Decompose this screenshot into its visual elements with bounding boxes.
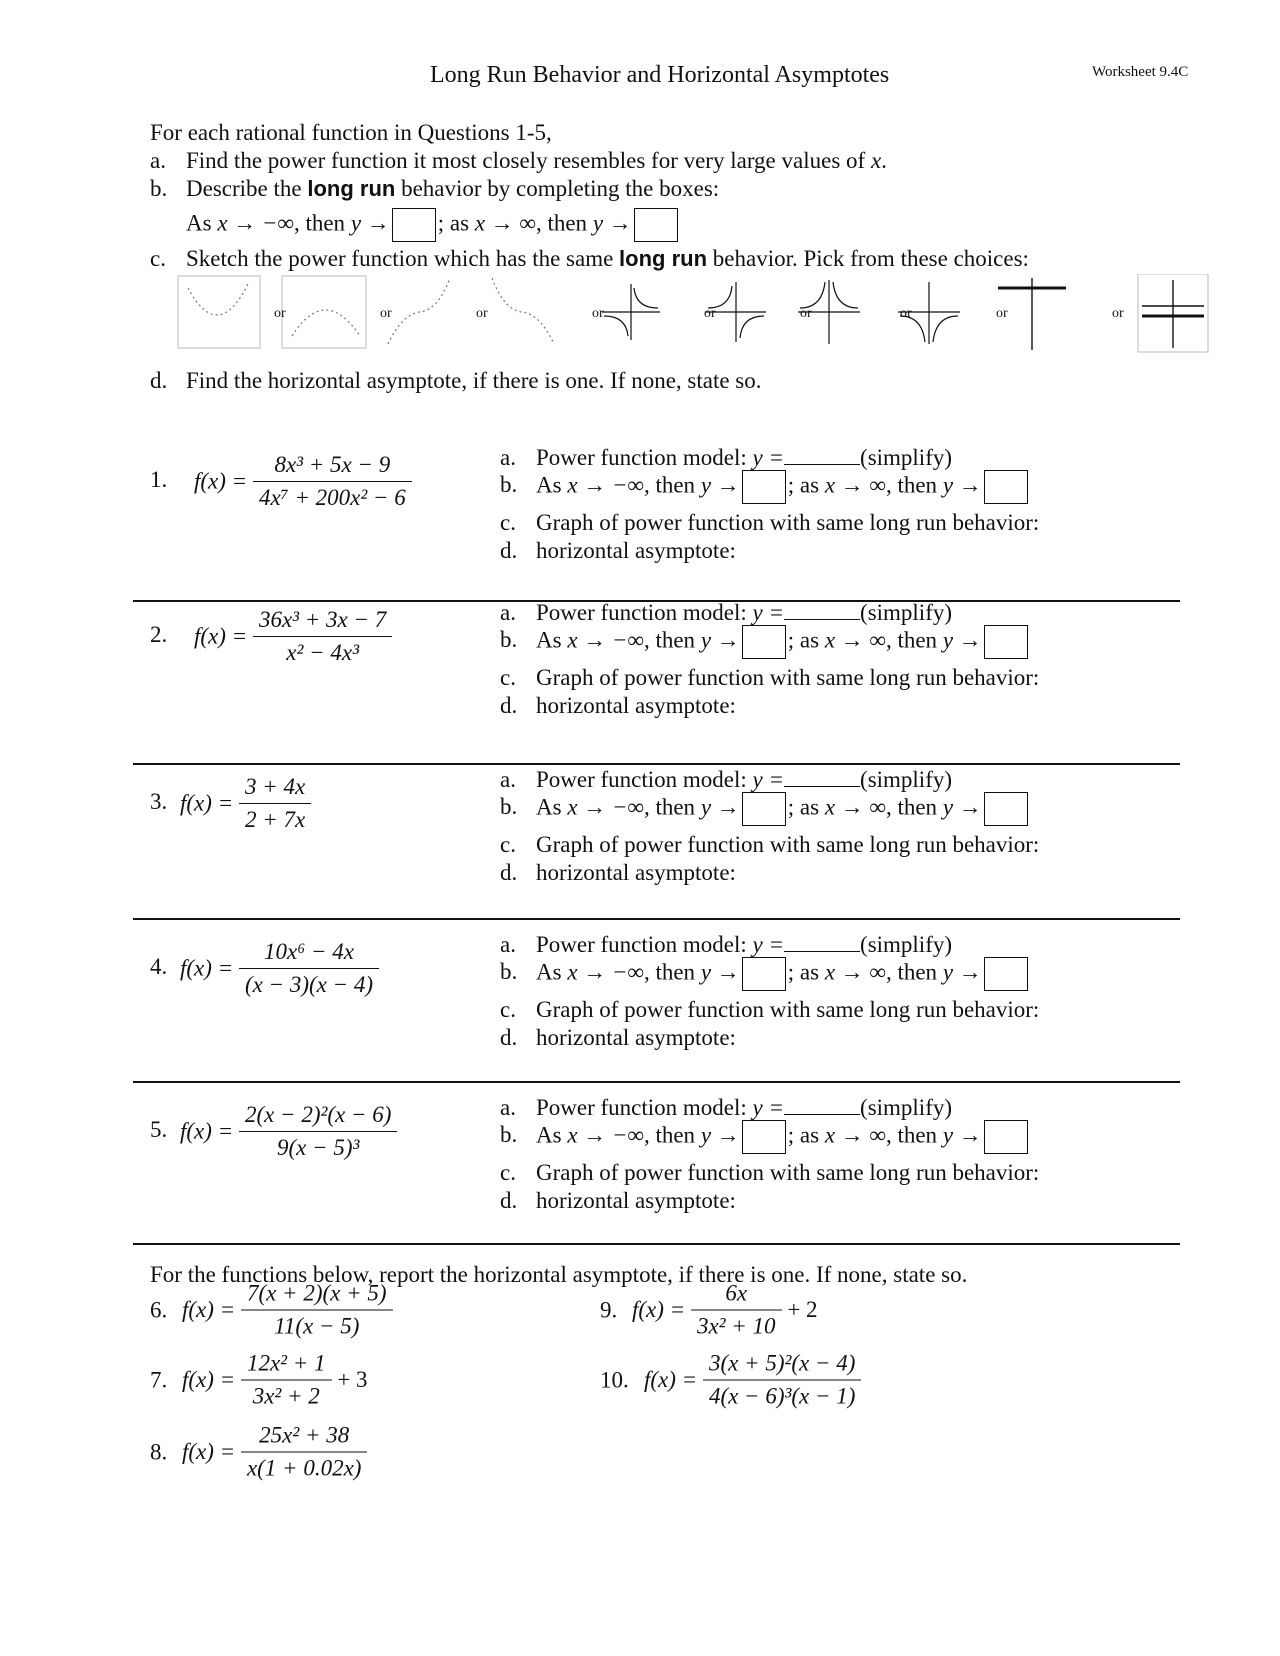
- function-fraction: [253, 452, 412, 511]
- part-a-simplify: (simplify): [860, 767, 953, 792]
- part-b-as-2: ; as: [787, 959, 825, 985]
- instruction-c-pre: Sketch the power function which has the same: [186, 246, 620, 271]
- part-b-then: , then: [643, 627, 701, 653]
- part-a-y: y =: [752, 767, 785, 792]
- part-a-text: Power function model:: [536, 767, 753, 792]
- function-lhs: f(x) =: [180, 955, 234, 981]
- instruction-c-bold: long run: [619, 246, 708, 271]
- problem-number: 10.: [600, 1367, 629, 1392]
- part-b-neg-inf: x → −∞: [567, 959, 644, 985]
- horizontal-line-above-icon: [1142, 280, 1204, 348]
- part-b-label: b.: [500, 959, 518, 985]
- or-separator: or: [900, 306, 912, 321]
- function-fraction: [239, 939, 379, 998]
- part-c-label: c.: [500, 510, 516, 535]
- problem-number: 1.: [150, 466, 168, 492]
- cubic-increasing-icon: [388, 278, 450, 344]
- part-a-simplify: (simplify): [860, 1095, 953, 1120]
- problem-number: 4.: [150, 953, 168, 979]
- fraction-denominator: (x − 3)(x − 4): [244, 972, 374, 997]
- part-d-row: [500, 860, 736, 886]
- function-lhs: f(x) =: [180, 1118, 234, 1144]
- part-b-neg-inf: x → −∞: [567, 472, 644, 498]
- instruction-a-end: .: [881, 148, 887, 173]
- power-model-blank[interactable]: [784, 444, 860, 465]
- part-a-y: y =: [752, 445, 785, 470]
- function-lhs: f(x) =: [180, 790, 234, 816]
- part-b-y-arrow-2: y →: [942, 472, 982, 498]
- parabola-up-icon: [188, 284, 248, 315]
- function-lhs: f(x) =: [182, 1439, 236, 1464]
- part-a-simplify: (simplify): [860, 445, 953, 470]
- fraction-denominator: 4(x − 6)³(x − 1): [708, 1383, 856, 1409]
- function-tail: + 2: [787, 1297, 818, 1322]
- fraction-numerator: 12x² + 1: [241, 1351, 332, 1381]
- fraction-numerator: 2(x − 2)²(x − 6): [239, 1102, 398, 1132]
- part-c-text: Graph of power function with same long run behavior:: [536, 510, 1040, 535]
- limit-y-arrow: y →: [350, 210, 390, 236]
- or-separator: or: [996, 306, 1008, 321]
- part-c-label: c.: [500, 1160, 516, 1185]
- problem-5: [150, 1102, 397, 1161]
- problem-3: [150, 774, 311, 833]
- limit-then-text: , then: [293, 210, 351, 236]
- function-fraction: [703, 1351, 862, 1410]
- instruction-c: [150, 246, 1029, 272]
- choice-box-parabola-down: [282, 276, 366, 348]
- fraction-numerator: 7(x + 2)(x + 5): [241, 1281, 393, 1311]
- part-b-pos-inf: x → ∞: [824, 472, 886, 498]
- instruction-a-var: x: [870, 148, 882, 173]
- answer-box-right[interactable]: [984, 792, 1028, 826]
- problem-number: 3.: [150, 788, 168, 814]
- function-lhs: f(x) =: [194, 468, 248, 494]
- part-b-as: As: [536, 1122, 568, 1148]
- instructions-intro: For each rational function in Questions 1-5,: [150, 120, 552, 145]
- answer-box-left[interactable]: [742, 792, 786, 826]
- function-fraction: [241, 1423, 368, 1482]
- function-fraction: [239, 1102, 398, 1161]
- part-c-label: c.: [500, 832, 516, 857]
- part-b-y-arrow: y →: [700, 1122, 740, 1148]
- part-a-label: a.: [500, 600, 516, 625]
- part-b-then: , then: [643, 794, 701, 820]
- part-b-as-2: ; as: [787, 1122, 825, 1148]
- instruction-a-text: Find the power function it most closely resembles for very large values of: [186, 148, 871, 173]
- page-title: Long Run Behavior and Horizontal Asymptotes: [430, 62, 890, 88]
- instruction-a: [150, 148, 887, 174]
- fraction-numerator: 6x: [691, 1281, 782, 1311]
- part-b-as: As: [536, 959, 568, 985]
- part-d-text: horizontal asymptote:: [536, 860, 736, 885]
- fraction-numerator: 25x² + 38: [241, 1423, 368, 1453]
- problem-1: [150, 452, 412, 511]
- part-b-y-arrow: y →: [700, 627, 740, 653]
- fraction-numerator: 10x⁶ − 4x: [239, 939, 379, 969]
- part-d-label: d.: [500, 693, 518, 718]
- part-b-then-2: , then: [885, 1122, 943, 1148]
- asymptote-problem-6: [150, 1281, 393, 1340]
- function-lhs: f(x) =: [632, 1297, 686, 1322]
- instruction-b: [150, 176, 719, 202]
- part-d-label: d.: [500, 538, 518, 563]
- part-b-then: , then: [643, 472, 701, 498]
- part-a-label: a.: [500, 932, 516, 957]
- instruction-b-label: b.: [150, 176, 168, 201]
- part-d-row: [500, 538, 736, 564]
- instruction-d: [150, 368, 762, 394]
- or-separator: or: [592, 306, 604, 321]
- section-divider: [133, 1243, 1180, 1245]
- part-b-pos-inf: x → ∞: [824, 959, 886, 985]
- cubic-decreasing-icon: [492, 278, 554, 344]
- part-a-row: [500, 1094, 952, 1121]
- instruction-d-text: Find the horizontal asymptote, if there is one. If none, state so.: [186, 368, 762, 393]
- part-a-row: [500, 931, 952, 958]
- asymptote-problem-9: [600, 1281, 818, 1340]
- function-fraction: [241, 1351, 332, 1410]
- function-tail: + 3: [337, 1367, 368, 1392]
- parabola-down-icon: [292, 310, 360, 336]
- part-b-label: b.: [500, 1122, 518, 1148]
- limit-pos-inf: x → ∞: [474, 210, 536, 236]
- function-fraction: [241, 1281, 393, 1340]
- power-model-blank[interactable]: [784, 931, 860, 952]
- section-divider: [133, 918, 1180, 920]
- part-a-text: Power function model:: [536, 932, 753, 957]
- power-model-blank[interactable]: [784, 766, 860, 787]
- part-b-row: [500, 792, 1030, 826]
- part-c-label: c.: [500, 997, 516, 1022]
- function-lhs: f(x) =: [182, 1297, 236, 1322]
- part-d-row: [500, 693, 736, 719]
- limit-as-text-2: ; as: [437, 210, 475, 236]
- part-c-text: Graph of power function with same long run behavior:: [536, 997, 1040, 1022]
- fraction-denominator: 9(x − 5)³: [276, 1135, 360, 1160]
- function-lhs: f(x) =: [182, 1367, 236, 1392]
- problem-number: 6.: [150, 1297, 168, 1322]
- asymptote-problem-10: [600, 1351, 861, 1410]
- asymptote-problem-8: [150, 1423, 367, 1482]
- power-model-blank[interactable]: [784, 599, 860, 620]
- problem-4: [150, 939, 379, 998]
- or-separator: or: [704, 306, 716, 321]
- answer-box-right[interactable]: [984, 957, 1028, 991]
- instruction-b-limits: [186, 208, 680, 242]
- part-b-neg-inf: x → −∞: [567, 627, 644, 653]
- part-c-row: [500, 665, 1039, 691]
- instruction-b-bold: long run: [307, 176, 396, 201]
- part-d-text: horizontal asymptote:: [536, 1025, 736, 1050]
- problem-number: 7.: [150, 1367, 168, 1392]
- part-c-row: [500, 832, 1039, 858]
- part-b-then-2: , then: [885, 627, 943, 653]
- instruction-c-label: c.: [150, 246, 166, 271]
- problem-number: 8.: [150, 1439, 168, 1464]
- worksheet-label: Worksheet 9.4C: [1092, 64, 1189, 80]
- part-b-pos-inf: x → ∞: [824, 627, 886, 653]
- part-b-then-2: , then: [885, 472, 943, 498]
- part-c-row: [500, 1160, 1039, 1186]
- part-b-y-arrow-2: y →: [942, 959, 982, 985]
- part-b-then-2: , then: [885, 959, 943, 985]
- part-d-label: d.: [500, 860, 518, 885]
- part-b-y-arrow-2: y →: [942, 627, 982, 653]
- answer-box-right[interactable]: [984, 625, 1028, 659]
- fraction-numerator: 3 + 4x: [239, 774, 311, 804]
- fraction-denominator: 3x² + 10: [696, 1313, 776, 1339]
- answer-box-left[interactable]: [742, 470, 786, 504]
- part-b-row: [500, 957, 1030, 991]
- part-a-simplify: (simplify): [860, 600, 953, 625]
- part-d-label: d.: [500, 1025, 518, 1050]
- part-b-as: As: [536, 794, 568, 820]
- part-a-text: Power function model:: [536, 600, 753, 625]
- part-c-row: [500, 997, 1039, 1023]
- function-fraction: [239, 774, 311, 833]
- answer-box-right[interactable]: [984, 470, 1028, 504]
- part-a-row: [500, 599, 952, 626]
- instruction-d-label: d.: [150, 368, 168, 393]
- part-a-text: Power function model:: [536, 1095, 753, 1120]
- part-b-then: , then: [643, 1122, 701, 1148]
- part-a-y: y =: [752, 1095, 785, 1120]
- instruction-b-post: behavior by completing the boxes:: [395, 176, 720, 201]
- section-divider: [133, 1081, 1180, 1083]
- fraction-numerator: 36x³ + 3x − 7: [253, 607, 392, 637]
- part-b-pos-inf: x → ∞: [824, 794, 886, 820]
- part-a-y: y =: [752, 932, 785, 957]
- function-fraction: [691, 1281, 782, 1340]
- part-b-neg-inf: x → −∞: [567, 1122, 644, 1148]
- part-b-then-2: , then: [885, 794, 943, 820]
- part-b-as-2: ; as: [787, 794, 825, 820]
- part-b-then: , then: [643, 959, 701, 985]
- fraction-numerator: 3(x + 5)²(x − 4): [703, 1351, 862, 1381]
- fraction-denominator: 11(x − 5): [274, 1313, 360, 1339]
- answer-box-left[interactable]: [742, 957, 786, 991]
- part-c-label: c.: [500, 665, 516, 690]
- part-b-row: [500, 1120, 1030, 1154]
- fraction-denominator: x² − 4x³: [286, 640, 359, 665]
- part-a-simplify: (simplify): [860, 932, 953, 957]
- part-b-as-2: ; as: [787, 472, 825, 498]
- limit-neg-inf: x → −∞: [217, 210, 294, 236]
- part-d-text: horizontal asymptote:: [536, 693, 736, 718]
- fraction-numerator: 8x³ + 5x − 9: [253, 452, 412, 482]
- graph-choices: [170, 274, 1210, 354]
- part-c-text: Graph of power function with same long run behavior:: [536, 1160, 1040, 1185]
- problem-number: 9.: [600, 1297, 618, 1322]
- function-lhs: f(x) =: [644, 1367, 698, 1392]
- function-lhs: f(x) =: [194, 623, 248, 649]
- section-divider: [133, 763, 1180, 765]
- part-b-y-arrow-2: y →: [942, 794, 982, 820]
- part-b-y-arrow: y →: [700, 794, 740, 820]
- instruction-c-post: behavior. Pick from these choices:: [707, 246, 1029, 271]
- instruction-a-label: a.: [150, 148, 166, 173]
- part-b-label: b.: [500, 472, 518, 498]
- part-c-text: Graph of power function with same long run behavior:: [536, 665, 1040, 690]
- answer-box[interactable]: [634, 208, 678, 242]
- part-b-pos-inf: x → ∞: [824, 1122, 886, 1148]
- part-b-y-arrow: y →: [700, 472, 740, 498]
- or-separator: or: [800, 306, 812, 321]
- fraction-denominator: 2 + 7x: [244, 807, 306, 832]
- or-separator: or: [1112, 306, 1124, 321]
- problem-number: 5.: [150, 1116, 168, 1142]
- part-a-row: [500, 766, 952, 793]
- part-b-label: b.: [500, 794, 518, 820]
- choice-box-parabola-up: [178, 276, 260, 348]
- part-b-row: [500, 625, 1030, 659]
- power-model-blank[interactable]: [784, 1094, 860, 1115]
- part-b-label: b.: [500, 627, 518, 653]
- answer-box-right[interactable]: [984, 1120, 1028, 1154]
- problem-2: [150, 607, 392, 666]
- part-b-as: As: [536, 627, 568, 653]
- part-a-label: a.: [500, 767, 516, 792]
- part-c-row: [500, 510, 1039, 536]
- part-a-text: Power function model:: [536, 445, 753, 470]
- answer-box[interactable]: [392, 208, 436, 242]
- part-b-row: [500, 470, 1030, 504]
- instruction-b-pre: Describe the: [186, 176, 308, 201]
- fraction-denominator: x(1 + 0.02x): [246, 1455, 362, 1481]
- or-separator: or: [274, 306, 286, 321]
- or-separator: or: [476, 306, 488, 321]
- answer-box-left[interactable]: [742, 625, 786, 659]
- part-b-as-2: ; as: [787, 627, 825, 653]
- answer-box-left[interactable]: [742, 1120, 786, 1154]
- part-d-text: horizontal asymptote:: [536, 1188, 736, 1213]
- part-b-as: As: [536, 472, 568, 498]
- asymptote-problem-7: [150, 1351, 368, 1410]
- part-d-text: horizontal asymptote:: [536, 538, 736, 563]
- part-a-label: a.: [500, 445, 516, 470]
- part-a-label: a.: [500, 1095, 516, 1120]
- limit-y-arrow-2: y →: [592, 210, 632, 236]
- part-d-label: d.: [500, 1188, 518, 1213]
- part-a-y: y =: [752, 600, 785, 625]
- section2-intro: For the functions below, report the horizontal asymptote, if there is one. If none, state so.: [150, 1262, 968, 1287]
- part-a-row: [500, 444, 952, 471]
- part-c-text: Graph of power function with same long run behavior:: [536, 832, 1040, 857]
- fraction-denominator: 4x⁷ + 200x² − 6: [258, 485, 406, 510]
- or-separator: or: [380, 306, 392, 321]
- part-b-y-arrow: y →: [700, 959, 740, 985]
- function-fraction: [253, 607, 392, 666]
- horizontal-line-axis-icon: [998, 278, 1066, 350]
- limit-then-text-2: , then: [535, 210, 593, 236]
- problem-number: 2.: [150, 621, 168, 647]
- limit-as-text: As: [186, 210, 218, 236]
- part-d-row: [500, 1025, 736, 1051]
- fraction-denominator: 3x² + 2: [252, 1383, 320, 1409]
- reciprocal-odd-icon: [602, 284, 660, 340]
- part-d-row: [500, 1188, 736, 1214]
- part-b-neg-inf: x → −∞: [567, 794, 644, 820]
- part-b-y-arrow-2: y →: [942, 1122, 982, 1148]
